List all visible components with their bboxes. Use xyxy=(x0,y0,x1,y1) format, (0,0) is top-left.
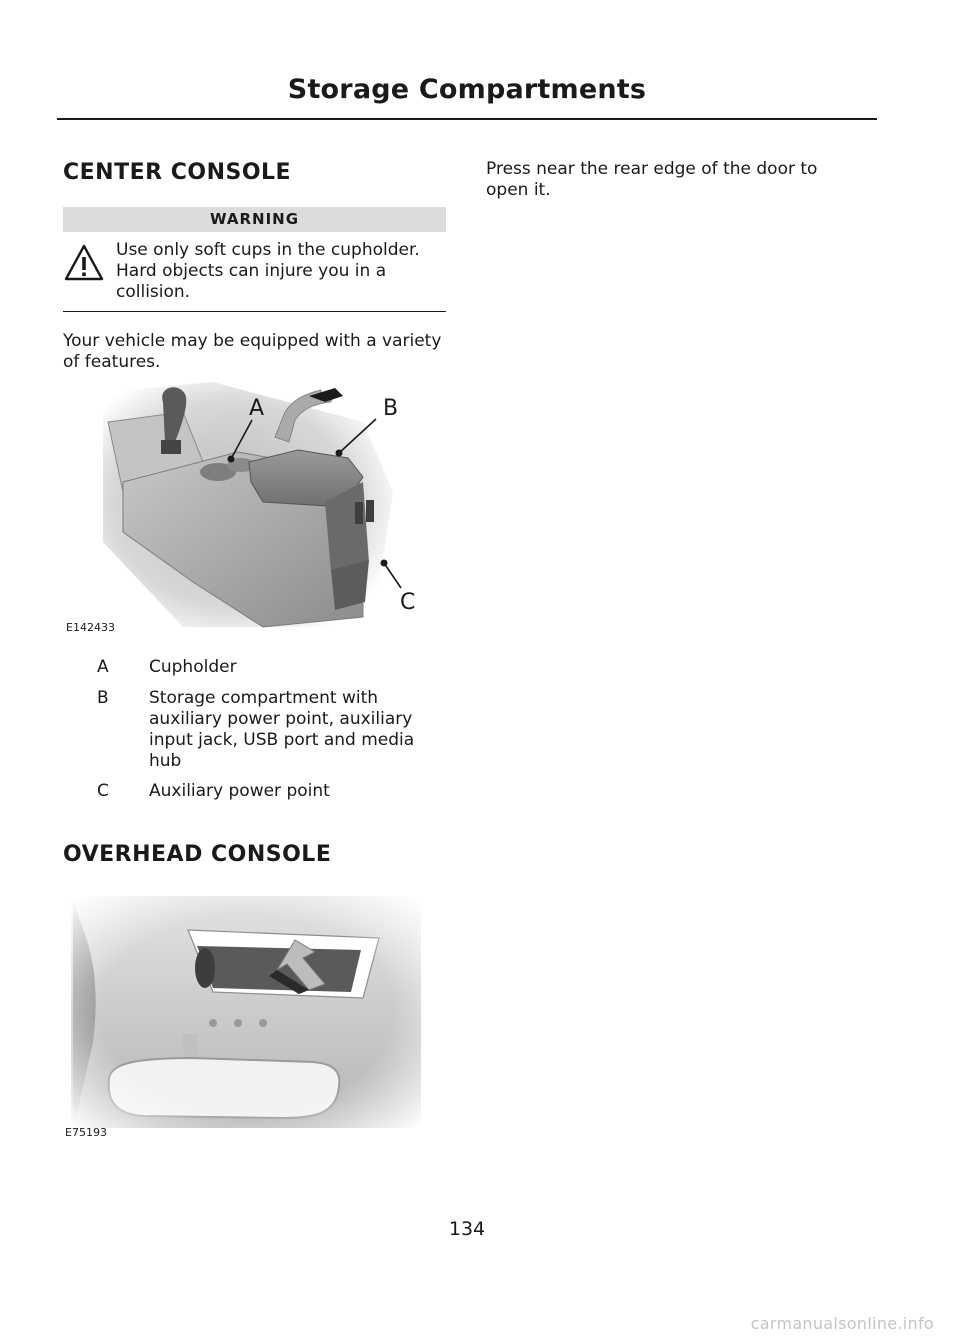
page-number: 134 xyxy=(448,1218,486,1240)
callout-b-label: B xyxy=(383,396,399,421)
figure-id-label: E142433 xyxy=(66,621,115,634)
warning-text: Use only soft cups in the cupholder. Hard objects can injure you in a collision. xyxy=(116,240,420,302)
warning-triangle-icon xyxy=(63,243,105,283)
overhead-console-figure xyxy=(63,892,423,1142)
page-section-title: Storage Compartments xyxy=(287,74,647,105)
callout-c-label: C xyxy=(400,590,416,615)
center-console-figure xyxy=(63,382,445,637)
intro-paragraph: Your vehicle may be equipped with a variety of features. xyxy=(63,331,442,372)
warning-banner: WARNING xyxy=(63,207,446,232)
watermark: carmanualsonline.info xyxy=(750,1314,934,1333)
legend-key-b: B xyxy=(97,688,109,708)
center-console-heading: CENTER CONSOLE xyxy=(63,160,292,185)
header-divider xyxy=(57,118,877,120)
legend-key-c: C xyxy=(97,781,109,801)
legend-value-b: Storage compartment with auxiliary power point, auxiliary input jack, USB port and media hub xyxy=(149,688,415,771)
overhead-console-instruction: Press near the rear edge of the door to open it. xyxy=(486,159,818,200)
callout-a-label: A xyxy=(249,396,265,421)
legend-key-a: A xyxy=(97,657,109,677)
legend-value-a: Cupholder xyxy=(149,657,237,677)
legend-value-c: Auxiliary power point xyxy=(149,781,330,801)
figure-id-label: E75193 xyxy=(65,1126,107,1139)
overhead-console-heading: OVERHEAD CONSOLE xyxy=(63,842,332,867)
warning-divider xyxy=(63,311,446,312)
